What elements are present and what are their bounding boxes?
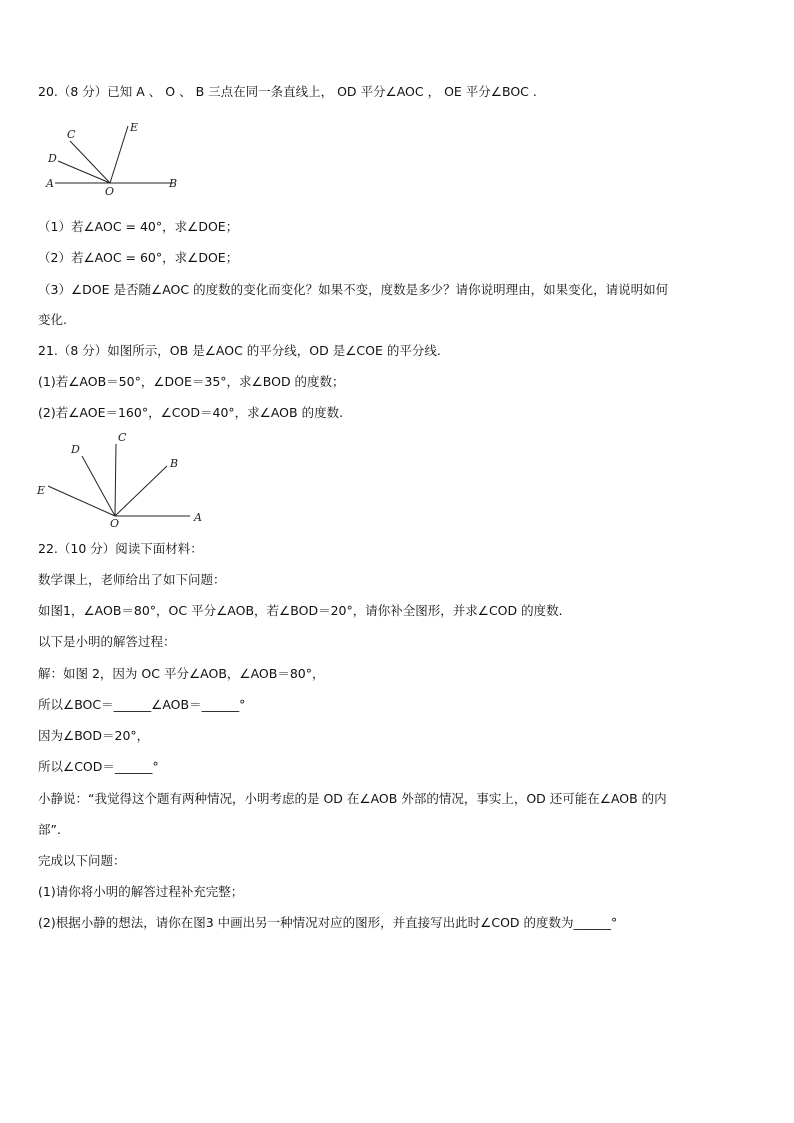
q22-line8: 小静说：“我觉得这个题有两种情况，小明考虑的是 OD 在∠AOB 外部的情况，事实上，OD 还可能在∠AOB 的内 (38, 791, 667, 806)
q22-line2: 如图1，∠AOB＝80°，OC 平分∠AOB，若∠BOD＝20°，请你补全图形，并求∠COD 的度数. (38, 603, 563, 618)
q21-figure (34, 428, 214, 530)
q22-line6: 因为∠BOD＝20°， (38, 728, 150, 743)
q22-line4: 解：如图 2，因为 OC 平分∠AOB，∠AOB＝80°， (38, 666, 325, 681)
q21-part1: (1)若∠AOB＝50°，∠DOE＝35°，求∠BOD 的度数； (38, 374, 345, 389)
label-E: E (130, 121, 139, 134)
q22-line10: 完成以下问题： (38, 853, 126, 868)
label-A: A (46, 177, 54, 190)
q22-line7: 所以∠COD＝______° (38, 759, 159, 774)
label-O: O (110, 517, 120, 530)
q22-line5: 所以∠BOC＝______∠AOB＝______° (38, 697, 246, 712)
ray-OC (70, 141, 110, 183)
label-D: D (48, 152, 57, 165)
q22-line9: 部”. (38, 822, 61, 837)
label-D: D (71, 443, 80, 456)
ray-OC (115, 444, 116, 516)
label-A: A (194, 511, 202, 524)
label-E: E (37, 484, 46, 497)
ray-OB (115, 466, 167, 516)
q21-stem: 21.（8 分）如图所示，OB 是∠AOC 的平分线，OD 是∠COE 的平分线. (38, 343, 441, 358)
q20-part3-line1: （3）∠DOE 是否随∠AOC 的度数的变化而变化？如果不变，度数是多少？请你说明理由，如果变化，请说明如何 (38, 282, 669, 297)
q22-stem: 22.（10 分）阅读下面材料： (38, 541, 203, 556)
q20-part3-line2: 变化. (38, 312, 67, 327)
label-B: B (170, 457, 179, 470)
q20-stem: 20.（8 分）已知 A 、 O 、 B 三点在同一条直线上， OD 平分∠AOC ， OE 平分∠BOC . (38, 84, 537, 99)
label-B: B (169, 177, 178, 190)
q22-line11: (1)请你将小明的解答过程补充完整； (38, 884, 244, 899)
q22-line3: 以下是小明的解答过程： (38, 634, 176, 649)
q20-part2: （2）若∠AOC = 60°，求∠DOE； (38, 250, 239, 265)
label-C: C (118, 431, 127, 444)
q20-figure (40, 118, 190, 198)
label-C: C (67, 128, 76, 141)
label-O: O (105, 185, 115, 198)
ray-OD (58, 161, 110, 183)
ray-OE (110, 126, 128, 183)
q21-part2: (2)若∠AOE＝160°，∠COD＝40°，求∠AOB 的度数. (38, 405, 344, 420)
q22-line12: (2)根据小静的想法，请你在图3 中画出另一种情况对应的图形，并直接写出此时∠COD 的度数为______° (38, 915, 618, 930)
ray-OE (48, 486, 115, 516)
q22-line1: 数学课上，老师给出了如下问题： (38, 572, 226, 587)
ray-OD (82, 456, 115, 516)
q20-part1: （1）若∠AOC = 40°，求∠DOE； (38, 219, 239, 234)
